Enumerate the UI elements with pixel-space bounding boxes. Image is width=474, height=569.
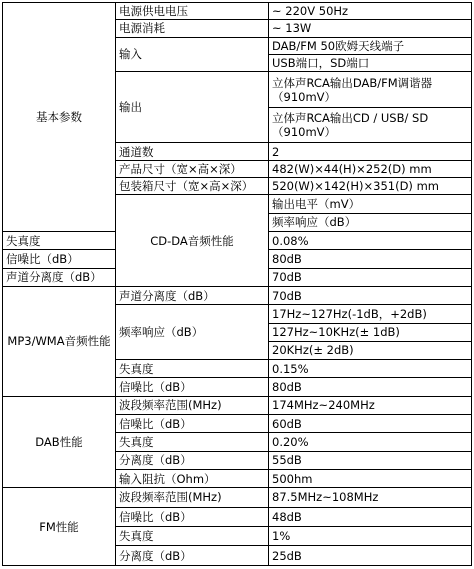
param-label: 波段频率范围(MHz) [116,396,269,414]
param-label: 电源消耗 [116,20,269,37]
param-label: 信噪比（dB） [116,378,269,396]
table-row [3,396,472,414]
table-row [3,3,472,20]
param-label: 产品尺寸（宽×高×深） [116,160,269,177]
param-value: ~ 13W [269,20,472,37]
param-value: USB端口，SD端口 [269,54,472,71]
param-value: 60dB [269,415,472,433]
param-label: 包装箱尺寸（宽×高×深） [116,178,269,195]
param-value: 55dB [269,451,472,469]
param-value: 80dB [269,378,472,396]
param-value: 48dB [269,507,472,526]
param-label: 失真度 [116,526,269,545]
param-label: 输入 [116,37,269,72]
section-cdda-title: CD-DA音频性能 [116,195,269,287]
param-label: 信噪比（dB） [116,507,269,526]
param-value: 20KHz(± 2dB) [269,341,472,359]
param-label: 分离度（dB） [116,546,269,566]
param-value: 174MHz~240MHz [269,396,472,414]
param-value: 0.20% [269,433,472,451]
param-label: 失真度 [3,231,116,249]
param-value: 立体声RCA输出CD / USB/ SD（910mV） [269,107,472,143]
param-value: 500hm [269,470,472,488]
param-label: 频率响应（dB） [116,305,269,360]
param-value: 立体声RCA输出DAB/FM调谐器（910mV） [269,72,472,108]
param-value: 17Hz~127Hz(-1dB，+2dB) [269,305,472,323]
table-row [3,488,472,507]
param-value: 0.15% [269,360,472,378]
param-label: 分离度（dB） [116,451,269,469]
param-value: 2 [269,143,472,160]
section-dab-title: DAB性能 [3,396,116,488]
param-value: 520(W)×142(H)×351(D) mm [269,178,472,195]
param-value: 25dB [269,546,472,566]
param-label: 通道数 [116,143,269,160]
param-value: 482(W)×44(H)×252(D) mm [269,160,472,177]
param-value: 1% [269,526,472,545]
param-label: 电源供电电压 [116,3,269,20]
param-value: ~ 220V 50Hz [269,3,472,20]
param-label: 信噪比（dB） [116,415,269,433]
param-label: 波段频率范围(MHz) [116,488,269,507]
param-value: 70dB [269,268,472,286]
param-value: 80dB [269,250,472,268]
param-label: 输出 [116,72,269,143]
param-label: 信噪比（dB） [3,250,116,268]
param-label: 失真度 [116,360,269,378]
section-basic-title: 基本参数 [3,3,116,232]
param-label: 失真度 [116,433,269,451]
param-value: DAB/FM 50欧姆天线端子 [269,37,472,54]
param-value: 70dB [269,286,472,304]
param-value: 87.5MHz~108MHz [269,488,472,507]
param-label: 频率响应（dB） [269,213,472,231]
section-fm-title: FM性能 [3,488,116,566]
param-label: 输出电平（mV） [269,195,472,213]
param-value: 0.08% [269,231,472,249]
section-mp3-title: MP3/WMA音频性能 [3,286,116,396]
table-row [3,286,472,304]
param-label: 声道分离度（dB） [116,286,269,304]
spec-table [2,2,472,566]
param-label: 输入阻抗（Ohm） [116,470,269,488]
param-label: 声道分离度（dB） [3,268,116,286]
param-value: 127Hz~10KHz(± 1dB) [269,323,472,341]
